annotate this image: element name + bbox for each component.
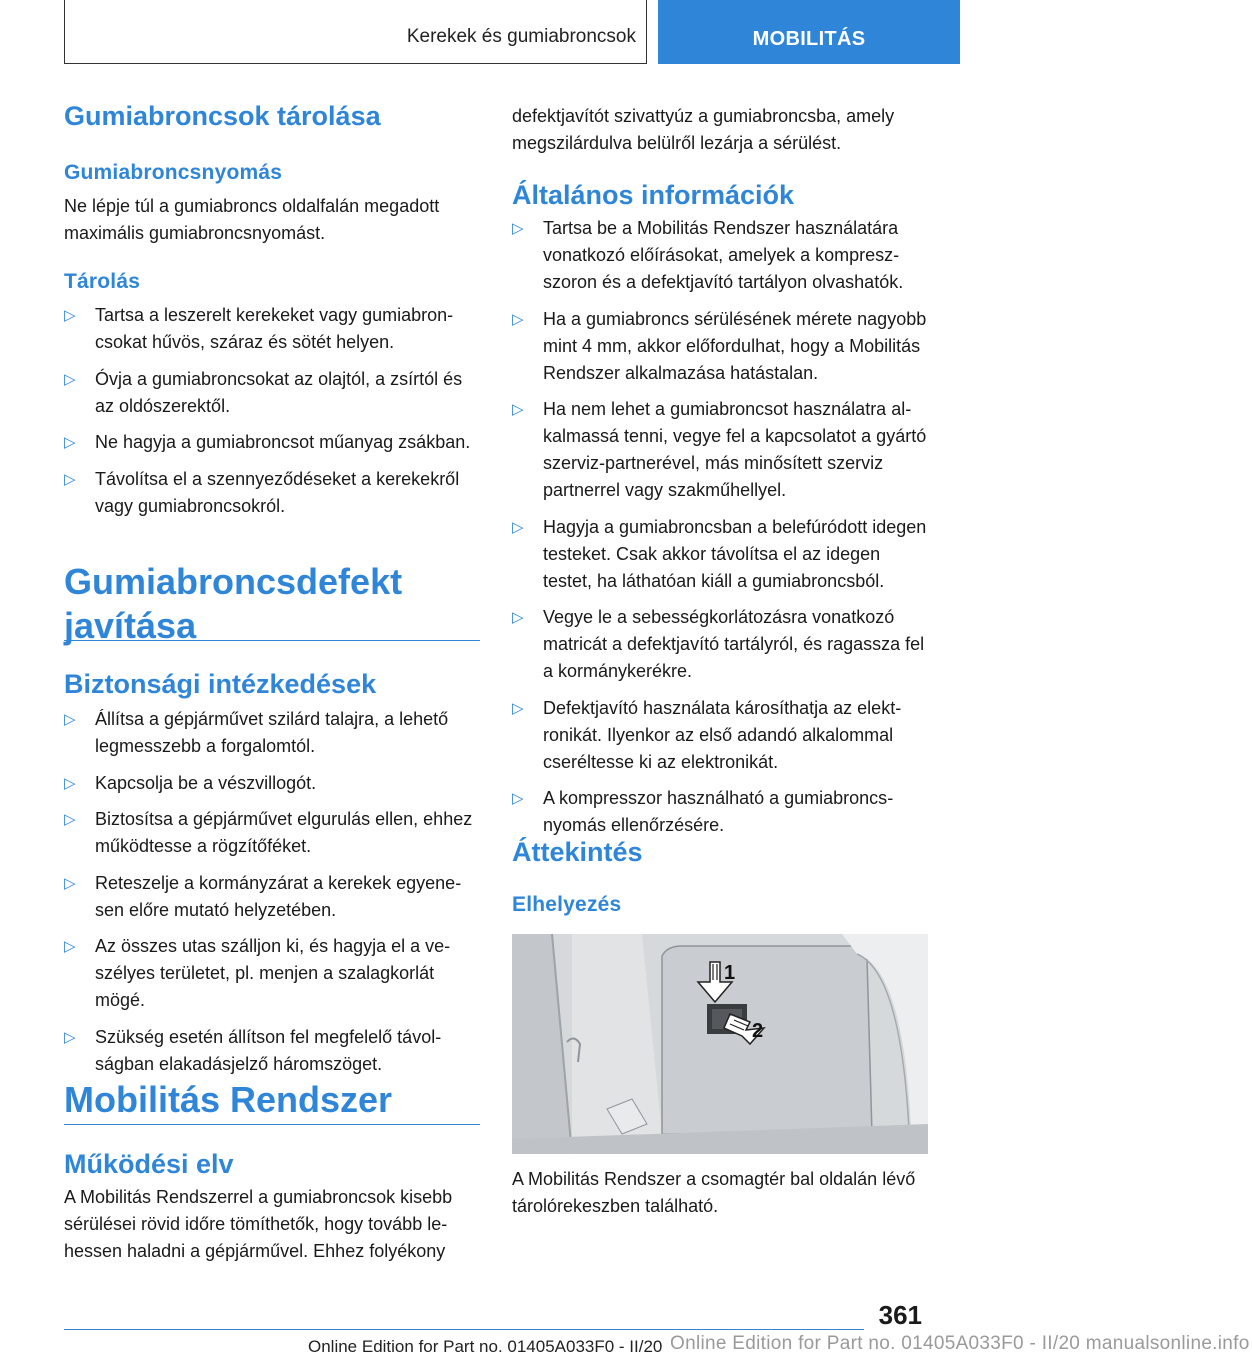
triangle-bullet-icon: ▷ (512, 699, 524, 717)
list-item: ▷ Kapcsolja be a vészvillogót. (64, 770, 480, 797)
safety-list (64, 706, 480, 1087)
location-heading: Elhelyezés (512, 893, 622, 916)
triangle-bullet-icon: ▷ (512, 220, 524, 237)
principle-text-continued: defektjavítót szivattyúz a gumiabroncsba, amely megszilárdulva belülről lezárja a sérülést. (512, 106, 895, 153)
triangle-bullet-icon: ▷ (64, 470, 76, 488)
triangle-bullet-icon: ▷ (64, 434, 76, 451)
list-item: ▷ Óvja a gumiabroncsokat az olajtól, a zsírtól és az oldószerektől. (64, 366, 480, 420)
triangle-bullet-icon: ▷ (64, 774, 76, 792)
triangle-bullet-icon: ▷ (64, 370, 76, 388)
triangle-bullet-icon: ▷ (64, 307, 76, 324)
list-item: ▷ Ha a gumiabroncs sérülésének mérete nagyobb mint 4 mm, akkor előfordulhat, hogy a Mobilitás Rendszer alkalmazása hatástalan. (512, 306, 928, 387)
trunk-compartment-illustration (512, 934, 928, 1154)
header-section-title: Kerekek és gumiabroncsok (406, 26, 636, 47)
list-item: ▷ Az összes utas szálljon ki, és hagyja el a veszélyes területet, pl. menjen a szalagkorlát mögé. (64, 933, 480, 1014)
triangle-bullet-icon: ▷ (64, 1028, 76, 1046)
triangle-bullet-icon: ▷ (64, 938, 76, 955)
repair-chapter-title: Gumiabroncsdefekt javítása (64, 561, 403, 646)
footer-divider (64, 1329, 864, 1330)
list-item: ▷ Ha nem lehet a gumiabroncsot használatra alkalmassá tenni, vegye fel a kapcsolatot a gyártó szerviz-partnerével, más minősített szerviz partnerrel vagy szakműhellyel. (512, 396, 928, 504)
general-info-list (512, 215, 928, 849)
list-item: ▷ Reteszelje a kormányzárat a kerekek egyenesen előre mutató helyzetében. (64, 870, 480, 924)
overview-heading: Áttekintés (512, 837, 643, 867)
list-item: ▷ Vegye le a sebességkorlátozásra vonatkozó matricát a defektjavító tartályról, és ragassza fel a kormánykerékre. (512, 604, 928, 685)
triangle-bullet-icon: ▷ (512, 401, 524, 418)
triangle-bullet-icon: ▷ (512, 609, 524, 626)
page-number: 361 (878, 1300, 922, 1330)
storage-list (64, 302, 480, 529)
list-item: ▷ Szükség esetén állítson fel megfelelő távolságban elakadásjelző háromszöget. (64, 1024, 480, 1078)
chapter-tab (658, 0, 960, 64)
edition-text: Online Edition for Part no. 01405A033F0 - II/20 (308, 1337, 663, 1356)
chapter-tab-label: MOBILITÁS (752, 28, 866, 50)
running-header (64, 0, 647, 64)
list-item: ▷ Hagyja a gumiabroncsban a belefúródott idegen testeket. Csak akkor távolítsa el az idegen testet, ha láthatóan kiáll a gumiabroncsból. (512, 514, 928, 595)
chapter-divider (64, 1124, 480, 1125)
list-item: ▷ Tartsa be a Mobilitás Rendszer használatára vonatkozó előírásokat, amelyek a kompreszszoron és a defektjavító tartályon olvashatók. (512, 215, 928, 296)
callout-1-label: 1 (724, 962, 736, 984)
triangle-bullet-icon: ▷ (64, 811, 76, 828)
safety-heading: Biztonsági intézkedések (64, 669, 377, 699)
pressure-heading: Gumiabroncsnyomás (64, 161, 283, 184)
callout-2-label: 2 (752, 1020, 764, 1042)
triangle-bullet-icon: ▷ (64, 711, 76, 728)
mobility-chapter-title: Mobilitás Rendszer (64, 1079, 393, 1120)
trunk-compartment-drawing (512, 934, 928, 1154)
list-item: ▷ Defektjavító használata károsíthatja az elektronikát. Ilyenkor az első adandó alkalommal cseréltesse ki az elektronikát. (512, 695, 928, 776)
principle-text: A Mobilitás Rendszerrel a gumiabroncsok kisebb sérülései rövid időre tömíthetők, hogy tovább lehessen haladni a gépjárművel. Ehhez folyékony (64, 1187, 453, 1261)
principle-heading: Működési elv (64, 1149, 234, 1179)
general-info-heading: Általános információk (512, 180, 795, 210)
list-item: ▷ Állítsa a gépjárművet szilárd talajra, a lehető legmesszebb a forgalomtól. (64, 706, 480, 760)
pressure-text: Ne lépje túl a gumiabroncs oldalfalán megadott maximális gumiabroncsnyomást. (64, 196, 440, 243)
triangle-bullet-icon: ▷ (64, 874, 76, 892)
chapter-divider (64, 640, 480, 641)
watermark-brand: Online Edition for Part no. 01405A033F0 - II/20 manualsonline.info (670, 1333, 1250, 1354)
list-item: ▷ Tartsa a leszerelt kerekeket vagy gumiabroncsokat hűvös, száraz és sötét helyen. (64, 302, 480, 356)
triangle-bullet-icon: ▷ (512, 518, 524, 536)
list-item: ▷ A kompresszor használható a gumiabroncsnyomás ellenőrzésére. (512, 785, 928, 839)
tire-storage-heading: Gumiabroncsok tárolása (64, 101, 381, 131)
list-item: ▷ Távolítsa el a szennyeződéseket a kerekekről vagy gumiabroncsokról. (64, 466, 480, 520)
triangle-bullet-icon: ▷ (512, 790, 524, 807)
storage-heading: Tárolás (64, 270, 141, 293)
list-item: ▷ Ne hagyja a gumiabroncsot műanyag zsákban. (64, 429, 480, 456)
triangle-bullet-icon: ▷ (512, 310, 524, 328)
figure-caption: A Mobilitás Rendszer a csomagtér bal oldalán lévő tárolórekeszben található. (512, 1169, 916, 1216)
list-item: ▷ Biztosítsa a gépjárművet elgurulás ellen, ehhez működtesse a rögzítőféket. (64, 806, 480, 860)
